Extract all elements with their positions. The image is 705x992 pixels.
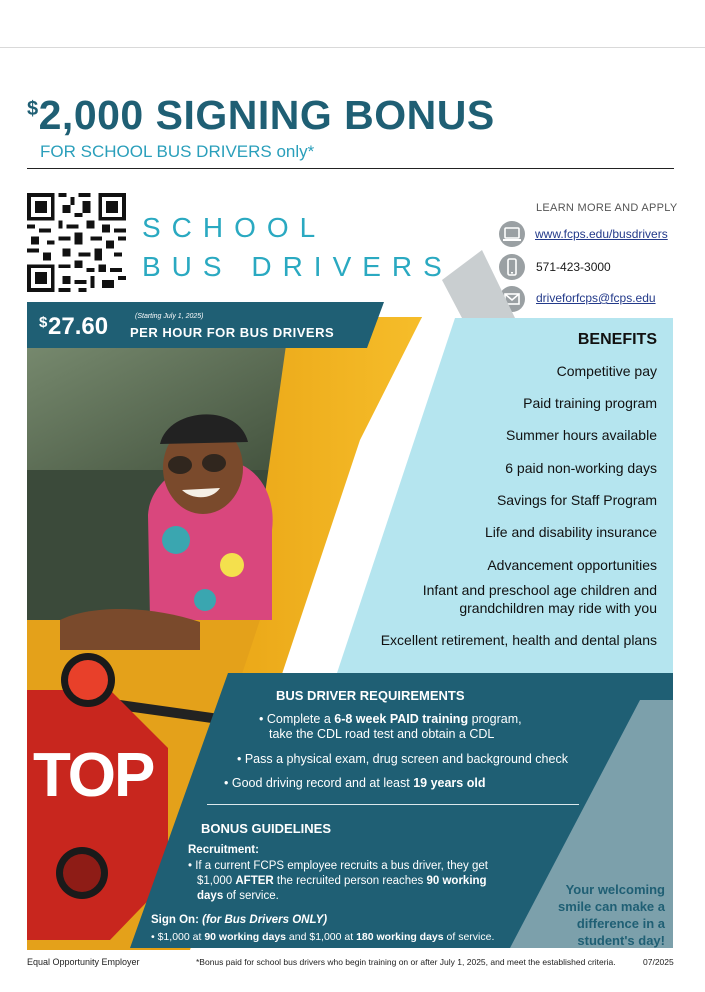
requirement-item-cont: take the CDL road test and obtain a CDL <box>269 727 495 741</box>
corner-shadow <box>442 250 515 318</box>
headline-text: 2,000 SIGNING BONUS <box>38 92 495 138</box>
benefit-item: Excellent retirement, health and dental plans <box>380 632 657 648</box>
requirement-item: • Good driving record and at least 19 years old <box>224 776 486 790</box>
recruitment-text: • If a current FCPS employee recruits a bus driver, they get <box>188 860 488 872</box>
recruitment-text: days of service. <box>197 890 279 902</box>
benefits-title: BENEFITS <box>577 331 657 348</box>
website-link[interactable]: www.fcps.edu/busdrivers <box>535 227 668 241</box>
signon-text: • $1,000 at 90 working days and $1,000 at 180 working days of service. <box>151 931 495 943</box>
email-link[interactable]: driveforfcps@fcps.edu <box>536 291 656 305</box>
stop-sign-text: TOP <box>33 741 154 810</box>
benefit-item: Summer hours available <box>506 427 657 443</box>
requirement-item: • Pass a physical exam, drug screen and background check <box>237 752 568 766</box>
benefit-item: 6 paid non-working days <box>505 460 657 476</box>
pay-start-date: (Starting July 1, 2025) <box>135 313 204 320</box>
subheadline: FOR SCHOOL BUS DRIVERS only* <box>40 142 315 161</box>
benefit-item: Infant and preschool age children and <box>422 582 657 598</box>
section-divider <box>207 804 579 805</box>
footer-note: *Bonus paid for school bus drivers who begin training on or after July 1, 2025, and meet the established criteria. <box>196 957 616 967</box>
learn-more-label: LEARN MORE AND APPLY <box>536 202 678 214</box>
requirements-title: BUS DRIVER REQUIREMENTS <box>276 688 465 703</box>
pay-per-hour: PER HOUR FOR BUS DRIVERS <box>130 325 335 340</box>
title-bus-drivers: BUS DRIVERS <box>142 251 453 282</box>
benefit-item: Paid training program <box>523 395 657 411</box>
pay-dollar-sign: $ <box>39 314 48 331</box>
requirement-item: • Complete a 6-8 week PAID training program, <box>259 712 522 726</box>
benefit-item: Competitive pay <box>556 363 657 379</box>
title-school: SCHOOL <box>142 212 327 243</box>
recruitment-label: Recruitment: <box>188 844 259 856</box>
pay-amount: 27.60 <box>48 313 109 340</box>
phone-number[interactable]: 571-423-3000 <box>536 260 611 274</box>
benefit-item: grandchildren may ride with you <box>459 600 657 616</box>
benefit-item: Life and disability insurance <box>485 524 657 540</box>
recruitment-text: $1,000 AFTER the recruited person reaches 90 working <box>197 875 487 887</box>
footer-date: 07/2025 <box>643 957 674 967</box>
footer-equal-opportunity: Equal Opportunity Employer <box>27 957 140 967</box>
welcome-message: Your welcoming smile can make a difference in a student's day! <box>558 882 665 948</box>
bonus-title: BONUS GUIDELINES <box>201 821 332 836</box>
signon-label: Sign On: (for Bus Drivers ONLY) <box>151 914 328 926</box>
benefit-item: Savings for Staff Program <box>496 492 657 508</box>
benefit-item: Advancement opportunities <box>487 557 657 573</box>
headline-dollar: $ <box>27 98 39 120</box>
